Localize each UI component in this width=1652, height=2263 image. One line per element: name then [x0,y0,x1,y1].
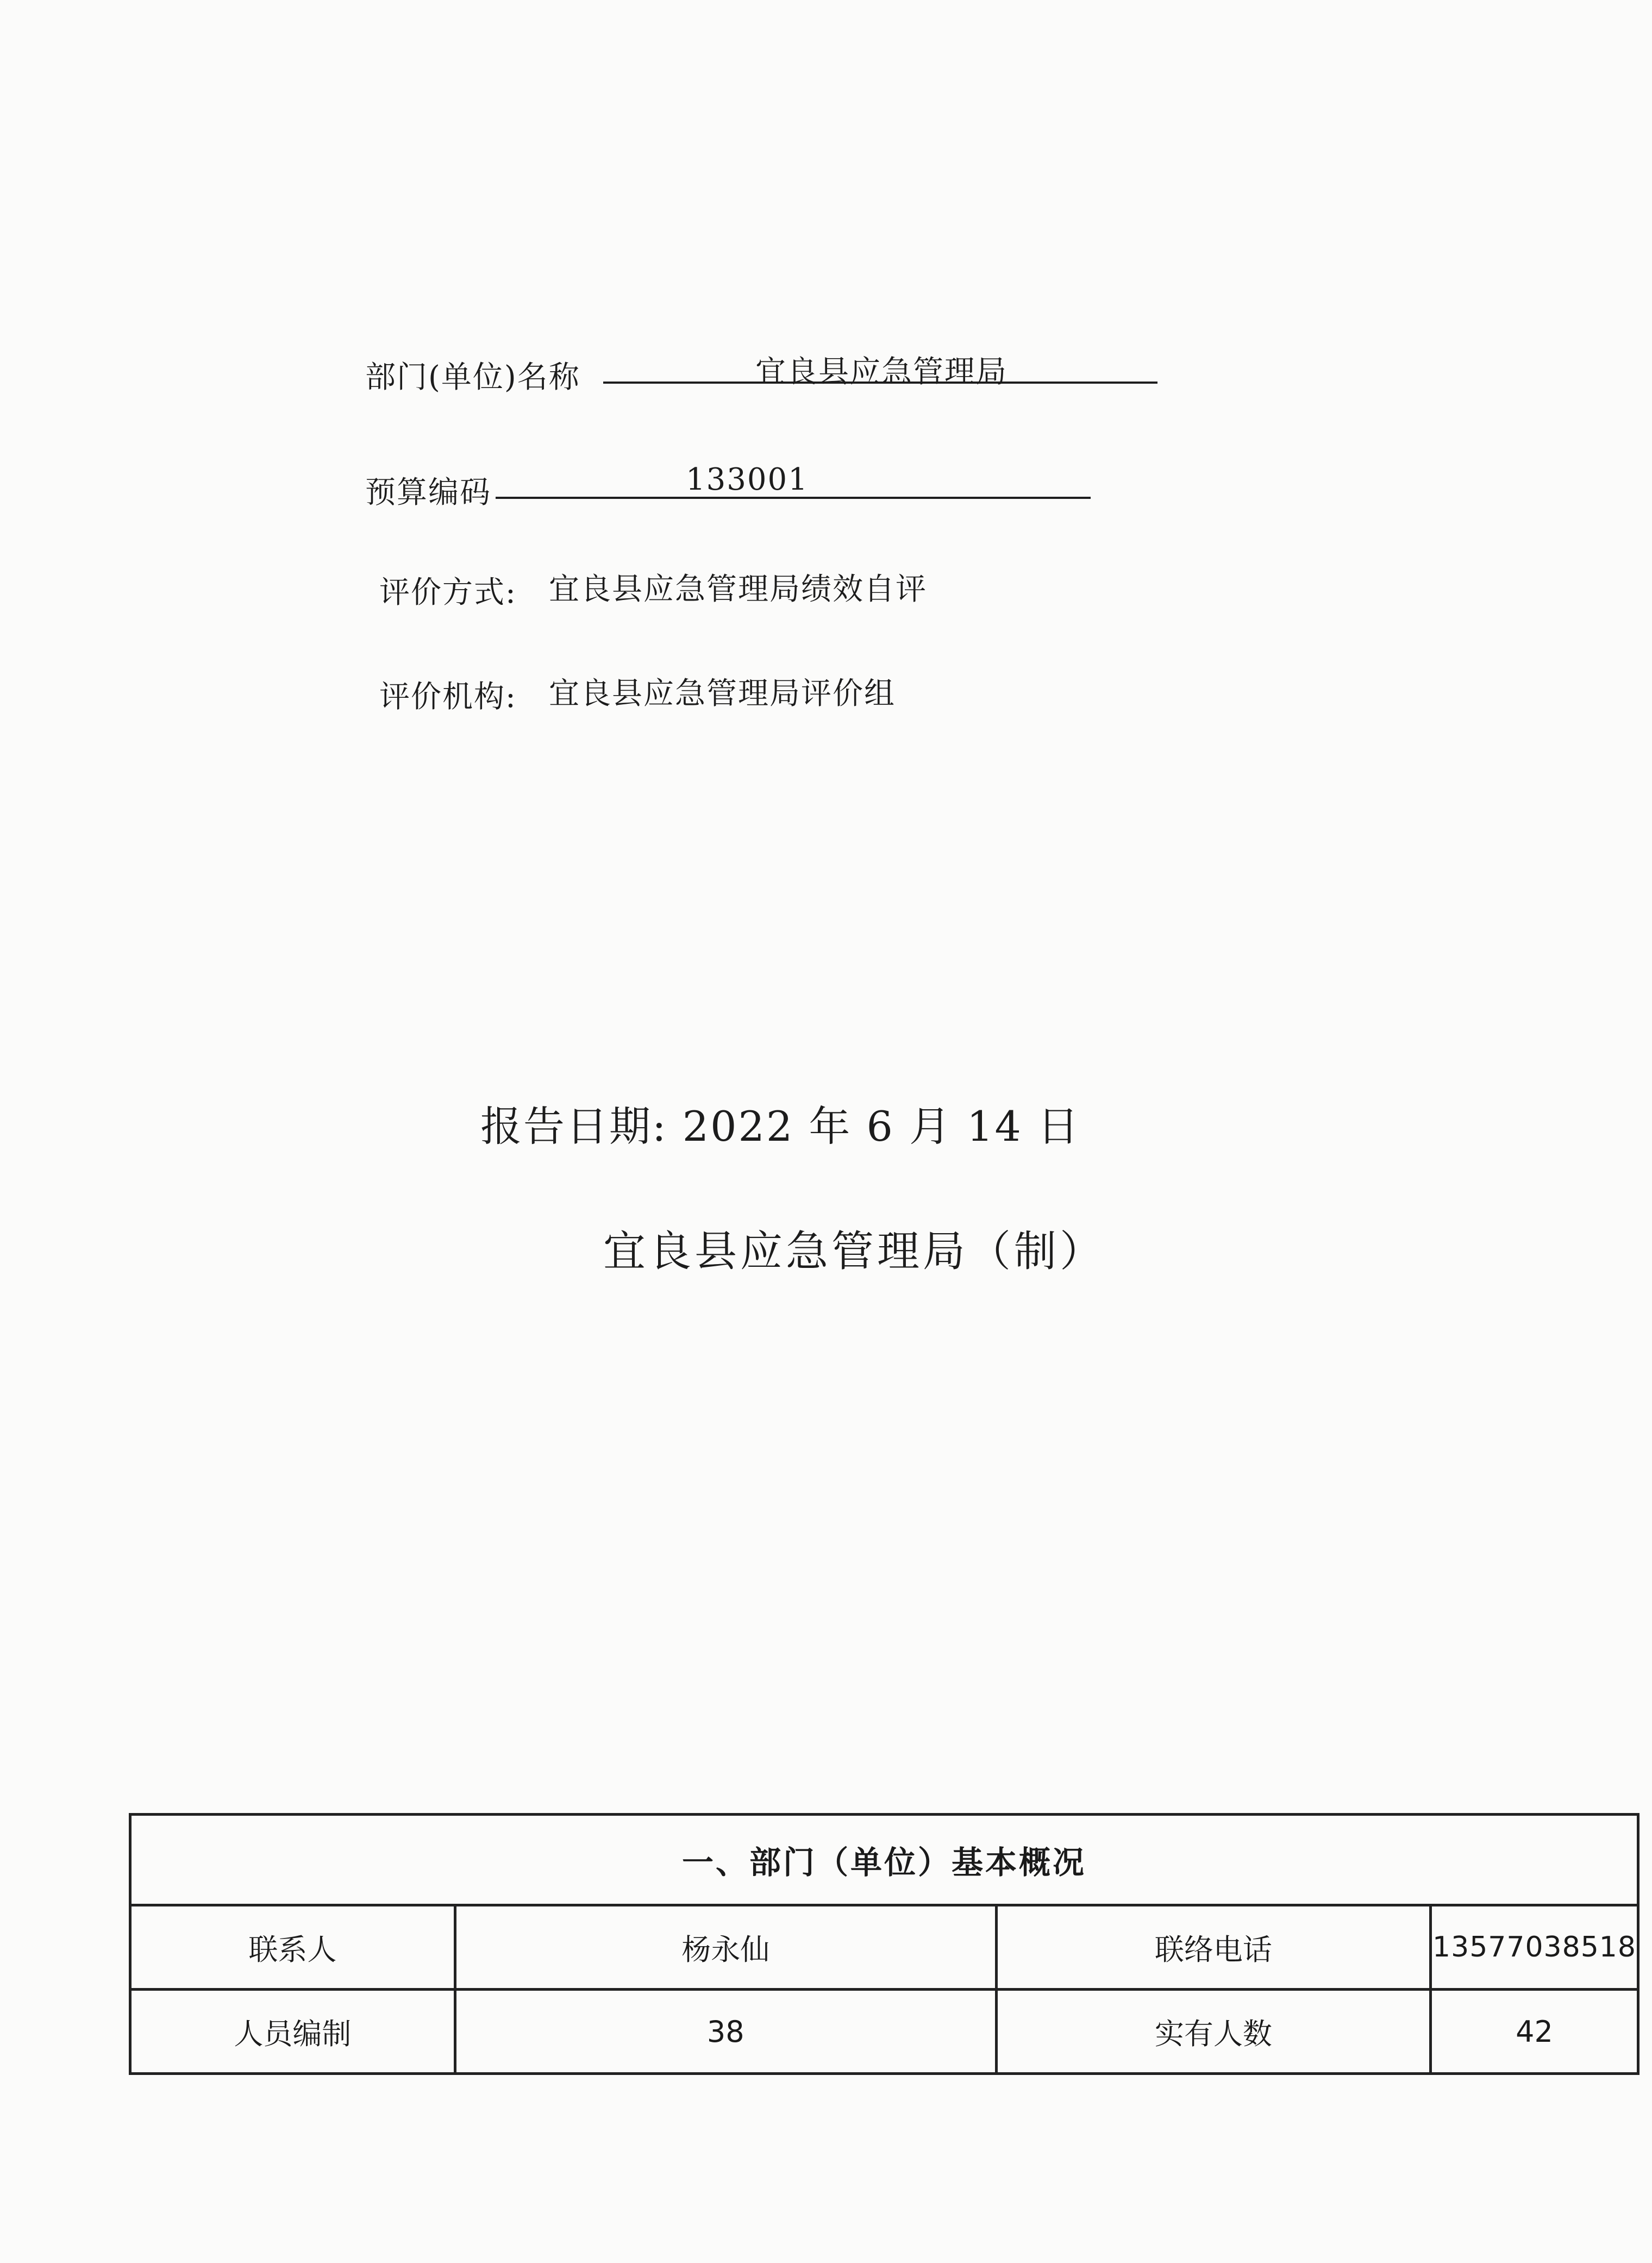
table-cell-contact-value: 杨永仙 [455,1905,996,1990]
table-title: 一、部门（单位）基本概况 [130,1815,1638,1905]
budget-code-value: 133001 [686,462,809,497]
basic-info-table [129,1813,1640,2075]
report-issuer: 宜良县应急管理局（制） [603,1227,1106,1276]
dept-name-label: 部门(单位)名称 [365,360,580,395]
table-cell-phone-label: 联络电话 [996,1905,1430,1990]
eval-org-label: 评价机构: [379,679,517,715]
eval-method-label: 评价方式: [379,575,517,610]
table-cell-staffing-label: 人员编制 [130,1990,455,2074]
report-date: 报告日期: 2022 年 6 月 14 日 [480,1102,1081,1151]
eval-method-value: 宜良县应急管理局绩效自评 [549,572,927,607]
table-row [130,1905,1638,1990]
table-row [130,1990,1638,2074]
eval-org-value: 宜良县应急管理局评价组 [549,676,896,711]
table-cell-actual-label: 实有人数 [996,1990,1430,2074]
table-cell-contact-label: 联系人 [130,1905,455,1990]
dept-name-value: 宜良县应急管理局 [755,354,1008,390]
budget-code-label: 预算编码 [365,475,491,510]
table-cell-actual-value: 42 [1431,1990,1638,2074]
table-cell-staffing-value: 38 [455,1990,996,2074]
table-cell-phone-value: 13577038518 [1431,1905,1638,1990]
